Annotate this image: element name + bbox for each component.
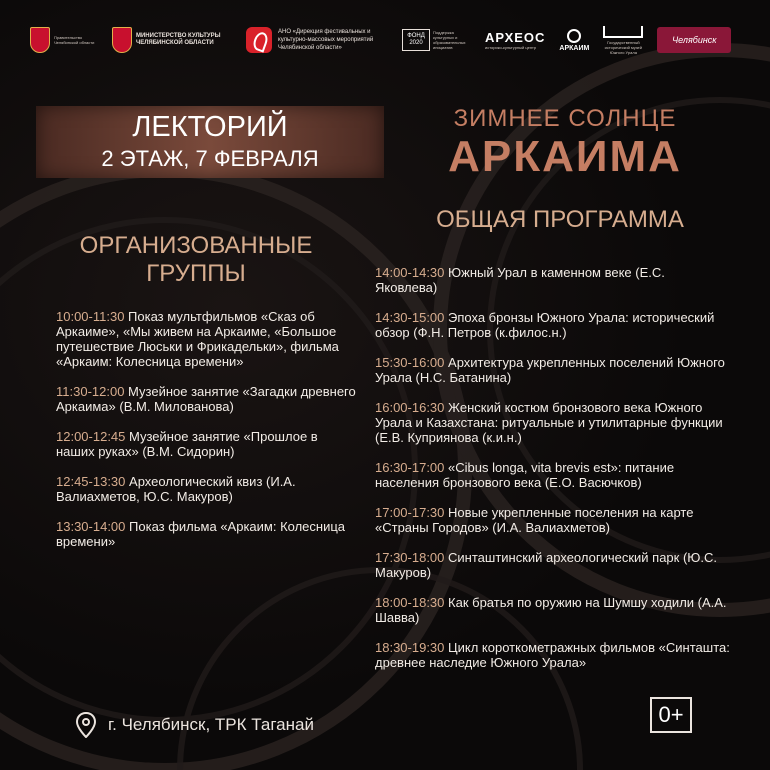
item-time: 18:30-19:30 [375, 640, 445, 655]
fond-logo-text: Поддержка культурных и образовательных инициатив [433, 30, 466, 50]
item-text: Женский костюм бронзового века Южного Урала и Казахстана: ритуальные и утилитарные функции (Е.В. Куприянова (к.и.н.) [375, 400, 723, 445]
museum-building-icon [603, 26, 643, 38]
arkaim-ring-icon [567, 29, 581, 43]
list-item [375, 265, 730, 295]
item-time: 14:30-15:00 [375, 310, 445, 325]
item-text: Археологический квиз (И.А. Валиахметов, Ю.С. Макуров) [56, 474, 296, 504]
list-item [375, 355, 730, 385]
item-time: 18:00-18:30 [375, 595, 445, 610]
item-time: 17:30-18:00 [375, 550, 445, 565]
item-time: 10:00-11:30 [56, 309, 125, 324]
item-text: Архитектура укрепленных поселений Южного Урала (Н.С. Батанина) [375, 355, 725, 385]
list-item [56, 429, 356, 459]
museum-logo [603, 26, 643, 55]
archeos-logo-text: АРХЕОС [485, 30, 546, 45]
item-time: 15:30-16:00 [375, 355, 445, 370]
item-time: 12:00-12:45 [56, 429, 126, 444]
item-text: Новые укрепленные поселения на карте «Страны Городов» (И.А. Валиахметов) [375, 505, 694, 535]
organized-groups-list [56, 309, 356, 564]
chelyabinsk-logo-text: Челябинск [657, 27, 731, 53]
list-item [375, 550, 730, 580]
list-item [375, 595, 730, 625]
item-text: Музейное занятие «Загадки древнего Аркаима» (В.М. Милованова) [56, 384, 356, 414]
item-time: 17:00-17:30 [375, 505, 445, 520]
list-item [375, 460, 730, 490]
anno-logo [246, 27, 388, 53]
anno-icon [246, 27, 272, 53]
arkaim-logo-text: АРКАИМ [559, 44, 590, 52]
location [76, 712, 314, 738]
ministry-logo [112, 27, 232, 53]
list-item [56, 519, 356, 549]
general-program-list [375, 265, 730, 685]
event-title [440, 104, 690, 180]
item-time: 16:00-16:30 [375, 400, 445, 415]
item-time: 16:30-17:00 [375, 460, 445, 475]
region-logo-text: Правительство Челябинской области [54, 35, 95, 45]
archeos-logo [485, 30, 545, 50]
item-text: Как братья по оружию на Шумшу ходили (А.А. Шавва) [375, 595, 727, 625]
item-time: 12:45-13:30 [56, 474, 126, 489]
right-heading: ОБЩАЯ ПРОГРАММА [436, 206, 684, 233]
banner-subtitle: 2 ЭТАЖ, 7 ФЕВРАЛЯ [101, 146, 319, 171]
list-item [375, 640, 730, 670]
ministry-logo-text: МИНИСТЕРСТВО КУЛЬТУРЫ ЧЕЛЯБИНСКОЙ ОБЛАСТИ [136, 33, 221, 46]
list-item [375, 310, 730, 340]
banner-title: ЛЕКТОРИЙ [132, 111, 288, 143]
item-text: Синташтинский археологический парк (Ю.С. Макуров) [375, 550, 718, 580]
item-time: 13:30-14:00 [56, 519, 126, 534]
arkaim-logo [559, 29, 589, 52]
item-text: Цикл короткометражных фильмов «Синташта: древнее наследие Южного Урала» [375, 640, 730, 670]
item-text: Музейное занятие «Прошлое в наших руках» (В.М. Сидорин) [56, 429, 318, 459]
list-item [375, 505, 730, 535]
list-item [56, 384, 356, 414]
coat-of-arms-icon [112, 27, 132, 53]
event-title-line1: ЗИМНЕЕ СОЛНЦЕ [453, 105, 677, 132]
archeos-logo-sub: историко-культурный центр [485, 45, 537, 50]
region-logo [30, 27, 98, 53]
chelyabinsk-logo [657, 27, 731, 53]
item-text: Показ фильма «Аркаим: Колесница времени» [56, 519, 346, 549]
logo-strip [30, 20, 740, 60]
item-text: Южный Урал в каменном веке (Е.С. Яковлева) [375, 265, 665, 295]
fond-logo-mark: ФОНД 2020 [402, 29, 430, 51]
lecture-banner [36, 106, 384, 178]
anno-logo-text: АНО «Дирекция фестивальных и культурно-массовых мероприятий Челябинской области» [278, 29, 374, 51]
list-item [56, 309, 356, 369]
item-text: «Cibus longa, vita brevis est»: питание населения бронзового века (Е.О. Васючков) [375, 460, 675, 490]
age-rating-badge: 0+ [650, 697, 692, 733]
coat-of-arms-icon [30, 27, 50, 53]
item-text: Показ мультфильмов «Сказ об Аркаиме», «Мы живем на Аркаиме, «Большое путешествие Люськи и Фрикадельки», фильма «Аркаим: Колесница времени» [56, 309, 339, 369]
item-text: Эпоха бронзы Южного Урала: исторический обзор (Ф.Н. Петров (к.филос.н.) [375, 310, 715, 340]
list-item [56, 474, 356, 504]
fond-logo [402, 29, 471, 51]
left-heading: ОРГАНИЗОВАННЫЕ ГРУППЫ [79, 232, 313, 287]
event-title-line2: АРКАИМА [448, 132, 682, 181]
item-time: 14:00-14:30 [375, 265, 445, 280]
museum-logo-text: Государственный исторический музей Южного Урала [604, 39, 643, 55]
list-item [375, 400, 730, 445]
map-pin-icon [76, 712, 96, 738]
location-text: г. Челябинск, ТРК Таганай [108, 715, 314, 734]
item-time: 11:30-12:00 [56, 384, 125, 399]
